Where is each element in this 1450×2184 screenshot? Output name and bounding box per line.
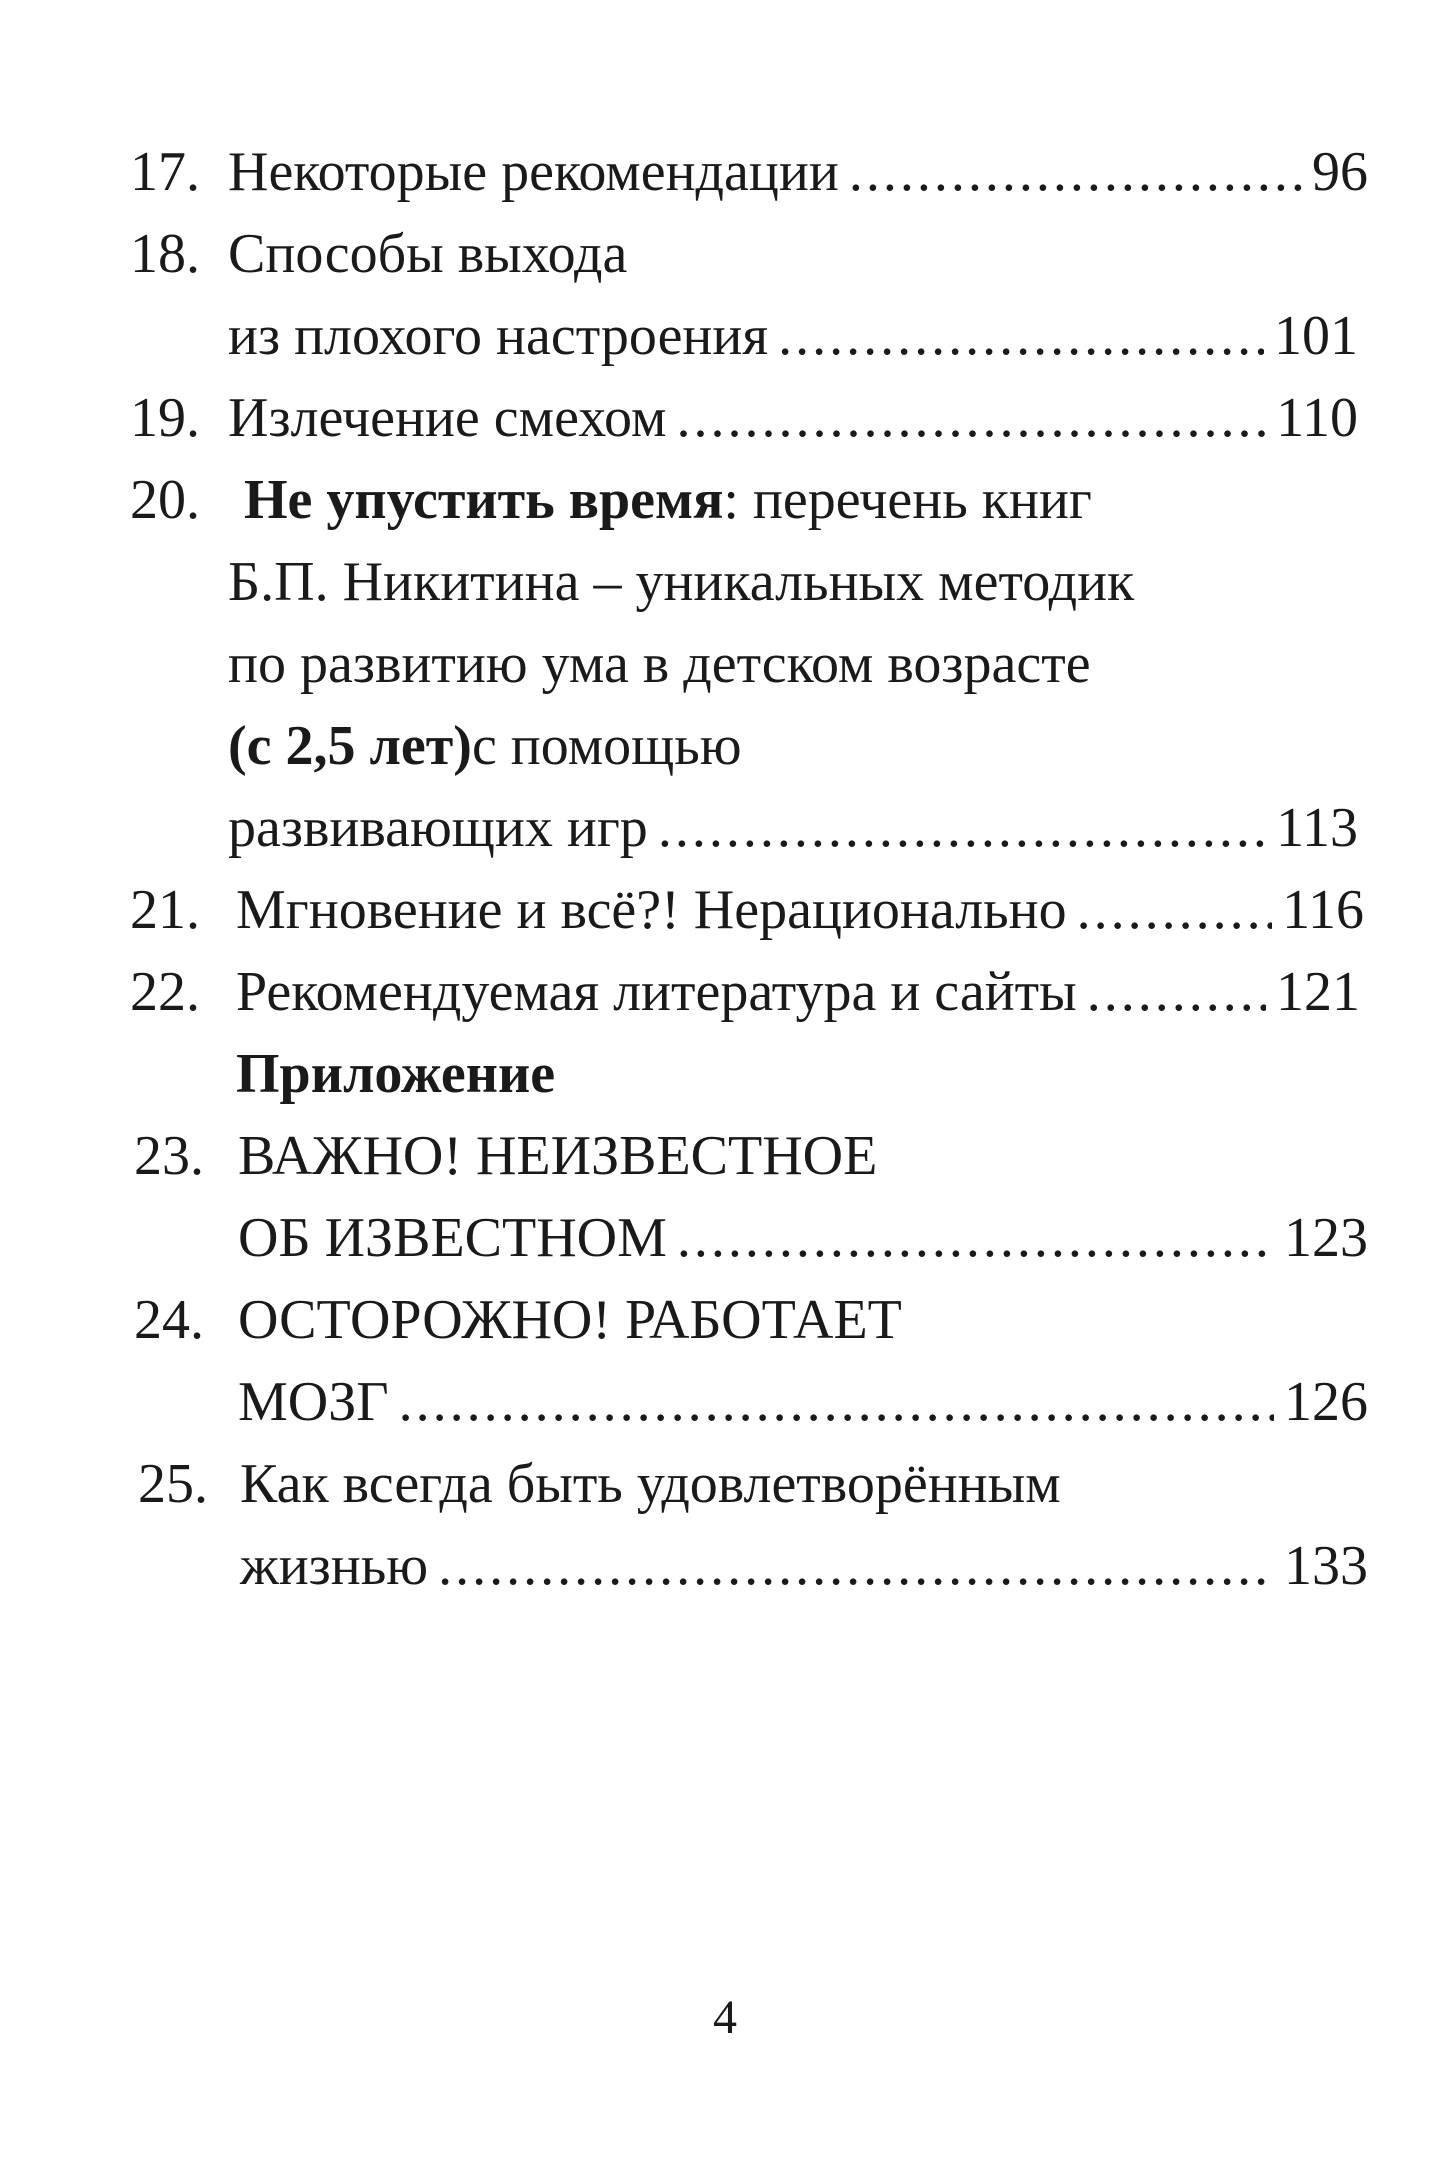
toc-entry-24-line2[interactable] xyxy=(238,1370,1368,1434)
toc-entry-24-title-line1: ОСТОРОЖНО! РАБОТАЕТ xyxy=(238,1289,902,1351)
page-number: 4 xyxy=(713,1991,737,2044)
toc-entry-24-line1[interactable] xyxy=(238,1288,902,1352)
dot-leader xyxy=(1077,878,1272,942)
toc-entry-20-title: развивающих игр xyxy=(228,797,648,859)
toc-entry-20-bold-age: (с 2,5 лет) xyxy=(228,715,472,777)
toc-entry-20-title-rest: : перечень книг xyxy=(723,469,1092,531)
toc-entry-19-number: 19. xyxy=(130,387,200,449)
dot-leader xyxy=(778,304,1264,368)
toc-entry-19[interactable] xyxy=(228,386,1358,450)
toc-entry-24-number: 24. xyxy=(134,1289,204,1351)
toc-entry-22[interactable] xyxy=(236,960,1360,1024)
toc-entry-17-number: 17. xyxy=(130,141,200,203)
toc-entry-17[interactable] xyxy=(228,140,1368,204)
toc-entry-24-title: МОЗГ xyxy=(238,1371,389,1433)
toc-entry-20-title-line4-rest: с помощью xyxy=(471,715,742,777)
toc-entry-21-page: 116 xyxy=(1282,879,1364,941)
toc-entry-23-line2[interactable] xyxy=(238,1206,1368,1270)
toc-entry-20-line5[interactable] xyxy=(228,796,1358,860)
toc-entry-18-line2[interactable] xyxy=(228,304,1358,368)
toc-entry-20-line4[interactable] xyxy=(228,714,742,778)
toc-entry-18-line1[interactable] xyxy=(228,222,627,286)
dot-leader xyxy=(849,140,1302,204)
toc-entry-19-page: 110 xyxy=(1276,387,1358,449)
toc-entry-23-title: ОБ ИЗВЕСТНОМ xyxy=(238,1207,667,1269)
dot-leader xyxy=(399,1370,1274,1434)
dot-leader xyxy=(658,796,1266,860)
toc-entry-22-page: 121 xyxy=(1276,961,1360,1023)
toc-entry-23-page: 123 xyxy=(1284,1207,1368,1269)
toc-entry-20-page: 113 xyxy=(1276,797,1358,859)
toc-entry-24-page: 126 xyxy=(1284,1371,1368,1433)
toc-entry-20-number: 20. xyxy=(130,469,200,531)
dot-leader xyxy=(438,1534,1274,1598)
dot-leader xyxy=(1087,960,1266,1024)
appendix-heading xyxy=(236,1042,555,1106)
toc-entry-21-number: 21. xyxy=(130,879,200,941)
toc-entry-25-line2[interactable] xyxy=(240,1534,1368,1598)
toc-entry-25-title: жизнью xyxy=(240,1535,429,1597)
toc-entry-25-number: 25. xyxy=(138,1453,208,1515)
toc-entry-20-line2[interactable] xyxy=(228,550,1134,614)
dot-leader xyxy=(677,1206,1274,1270)
toc-entry-21[interactable] xyxy=(236,878,1364,942)
toc-entry-18-page: 101 xyxy=(1274,305,1358,367)
toc-entry-20-title-line2: Б.П. Никитина – уникальных методик xyxy=(228,551,1135,613)
toc-entry-19-title: Излечение смехом xyxy=(228,387,667,449)
toc-entry-25-page: 133 xyxy=(1284,1535,1368,1597)
toc-entry-21-title: Мгновение и всё?! Нерационально xyxy=(236,879,1067,941)
toc-entry-25-line1[interactable] xyxy=(240,1452,1061,1516)
toc-entry-20-bold-title: Не упустить время xyxy=(244,469,724,531)
toc-entry-20-line3[interactable] xyxy=(228,632,1091,696)
toc-entry-17-page: 96 xyxy=(1312,141,1368,203)
toc-entry-18-title-line1: Способы выхода xyxy=(228,223,628,285)
dot-leader xyxy=(676,386,1266,450)
toc-entry-23-number: 23. xyxy=(134,1125,204,1187)
appendix-heading-text: Приложение xyxy=(236,1043,556,1105)
toc-entry-18-number: 18. xyxy=(130,223,200,285)
toc-entry-22-number: 22. xyxy=(130,961,200,1023)
toc-entry-18-title: из плохого настроения xyxy=(228,305,769,367)
toc-entry-20-title-line3: по развитию ума в детском возрасте xyxy=(228,633,1091,695)
toc-entry-22-title: Рекомендуемая литература и сайты xyxy=(236,961,1077,1023)
toc-entry-23-line1[interactable] xyxy=(238,1124,877,1188)
toc-entry-25-title-line1: Как всегда быть удовлетворённым xyxy=(240,1453,1061,1515)
toc-entry-23-title-line1: ВАЖНО! НЕИЗВЕСТНОЕ xyxy=(238,1125,878,1187)
toc-entry-20-line1[interactable] xyxy=(244,468,1092,532)
toc-entry-17-title: Некоторые рекомендации xyxy=(228,141,839,203)
